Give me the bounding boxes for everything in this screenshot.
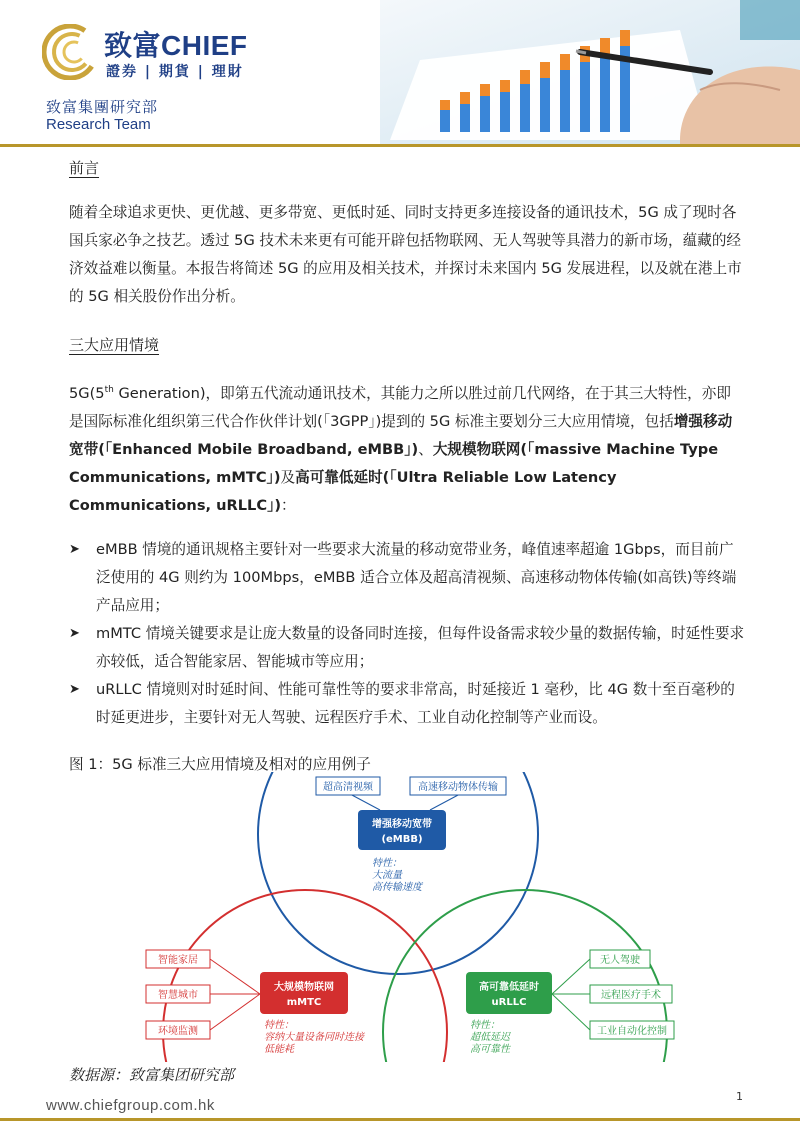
embb-app-label: 高速移动物体传输 xyxy=(418,782,498,793)
footer-rule xyxy=(0,1118,800,1121)
urllc-feature-label: 特性： xyxy=(470,1020,500,1031)
scenario-sep-2: 及 xyxy=(280,468,296,486)
urllc-app-label: 工业自动化控制 xyxy=(597,1026,667,1037)
embb-app-label: 超高清视频 xyxy=(323,782,373,793)
arrow-bullet-icon: ➤ xyxy=(69,626,80,641)
mmtc-app-label: 环境监测 xyxy=(158,1026,198,1037)
chief-logo-icon xyxy=(42,24,98,80)
scenario-heading: 三大应用情境 xyxy=(69,336,160,354)
footer-website-link[interactable]: www.chiefgroup.com.hk xyxy=(46,1097,215,1114)
embb-term: 增强移动宽带(「Enhanced Mobile Broadband, eMBB」) xyxy=(69,412,733,458)
header-chart-illustration xyxy=(380,0,800,144)
urllc-node-title: 高可靠低延时 xyxy=(479,982,539,993)
urllc-app-label: 无人驾驶 xyxy=(600,955,640,966)
mmtc-feature-label: 特性： xyxy=(264,1020,294,1031)
embb-feature-label: 特性： xyxy=(372,858,402,869)
scenario-sep-1: 、 xyxy=(418,440,433,458)
embb-feature: 大流量 xyxy=(372,870,402,881)
embb-node-sub: (eMBB) xyxy=(381,834,423,845)
brand-name: 致富CHIEF xyxy=(104,30,248,61)
bullet-text: mMTC 情境关键要求是让庞大数量的设备同时连接，但每件设备需求较少量的数据传输，时延性要求亦较低，适合智能家居、智能城市等应用； xyxy=(96,625,745,670)
scenario-text-1: 5G(5 xyxy=(69,384,105,402)
bullet-text: uRLLC 情境则对时延时间、性能可靠性等的要求非常高，时延接近 1 毫秒，比 4G 数十至百毫秒的时延更进步，主要针对无人驾驶、远程医疗手术、工业自动化控制等产业而设。 xyxy=(96,681,735,726)
embb-feature: 高传输速度 xyxy=(372,882,422,893)
bullet-text: eMBB 情境的通讯规格主要针对一些要求大流量的移动宽带业务，峰值速率超逾 1Gbps，而目前广泛使用的 4G 则约为 100Mbps，eMBB 适合立体及超高清视频、高速移动物体传输(如高铁)等终端产品应用； xyxy=(96,541,737,614)
urllc-feature: 超低延迟 xyxy=(470,1032,510,1043)
header-rule xyxy=(0,144,800,147)
arrow-bullet-icon: ➤ xyxy=(69,542,80,557)
report-header xyxy=(0,0,800,148)
mmtc-node-sub: mMTC xyxy=(286,997,322,1008)
urllc-feature: 高可靠性 xyxy=(470,1044,510,1055)
bullet-urllc xyxy=(69,676,745,732)
5g-scenario-diagram xyxy=(130,772,700,1062)
embb-node-title: 增强移动宽带 xyxy=(372,819,432,830)
urllc-node-sub: uRLLC xyxy=(491,997,527,1008)
arrow-bullet-icon: ➤ xyxy=(69,682,80,697)
mmtc-term: 大规模物联网(「massive Machine Type Communications, mMTC」) xyxy=(69,440,719,486)
mmtc-app-label: 智能家居 xyxy=(158,955,198,966)
scenario-text-2: Generation)，即第五代流动通讯技术，其能力之所以胜过前几代网络，在于其三大特性，亦即是国际标准化组织第三代合作伙伴计划(「3GPP」)提到的 5G 标准主要划分三大应用情境，包括 xyxy=(69,384,731,430)
page-number: 1 xyxy=(736,1090,743,1103)
figure-source: 数据源：致富集团研究部 xyxy=(69,1066,235,1084)
scenario-bullets xyxy=(69,536,745,732)
research-dept: 致富集團研究部 xyxy=(46,98,159,116)
figure-caption: 图 1：5G 标准三大应用情境及相对的应用例子 xyxy=(69,756,371,773)
mmtc-feature: 容纳大量设备同时连接 xyxy=(264,1032,364,1043)
mmtc-feature: 低能耗 xyxy=(264,1044,294,1055)
scenario-end: ： xyxy=(281,496,296,514)
urllc-term: 高可靠低延时(「Ultra Reliable Low Latency Communications, uRLLC」) xyxy=(69,468,617,514)
urllc-app-label: 远程医疗手术 xyxy=(601,990,661,1001)
intro-paragraph: 随着全球追求更快、更优越、更多带宽、更低时延、同时支持更多连接设备的通讯技术，5G 成了现时各国兵家必争之技艺。透过 5G 技术未来更有可能开辟包括物联网、无人驾驶等具潜力的新市场，蕴藏的经济效益难以衡量。本报告将简述 5G 的应用及相关技术，并探讨未来国内 5G 发展进程，以及就在港上市的 5G 相关股份作出分析。 xyxy=(69,204,742,305)
bullet-embb xyxy=(69,536,745,620)
intro-heading: 前言 xyxy=(69,159,100,177)
mmtc-app-label: 智慧城市 xyxy=(158,990,198,1001)
scenario-sup: th xyxy=(104,385,114,395)
scenario-paragraph xyxy=(69,376,745,520)
bullet-mmtc xyxy=(69,620,745,676)
mmtc-node-title: 大规模物联网 xyxy=(274,982,334,993)
brand-tagline: 證券 | 期貨 | 理財 xyxy=(106,64,244,80)
research-team: Research Team xyxy=(46,116,151,133)
